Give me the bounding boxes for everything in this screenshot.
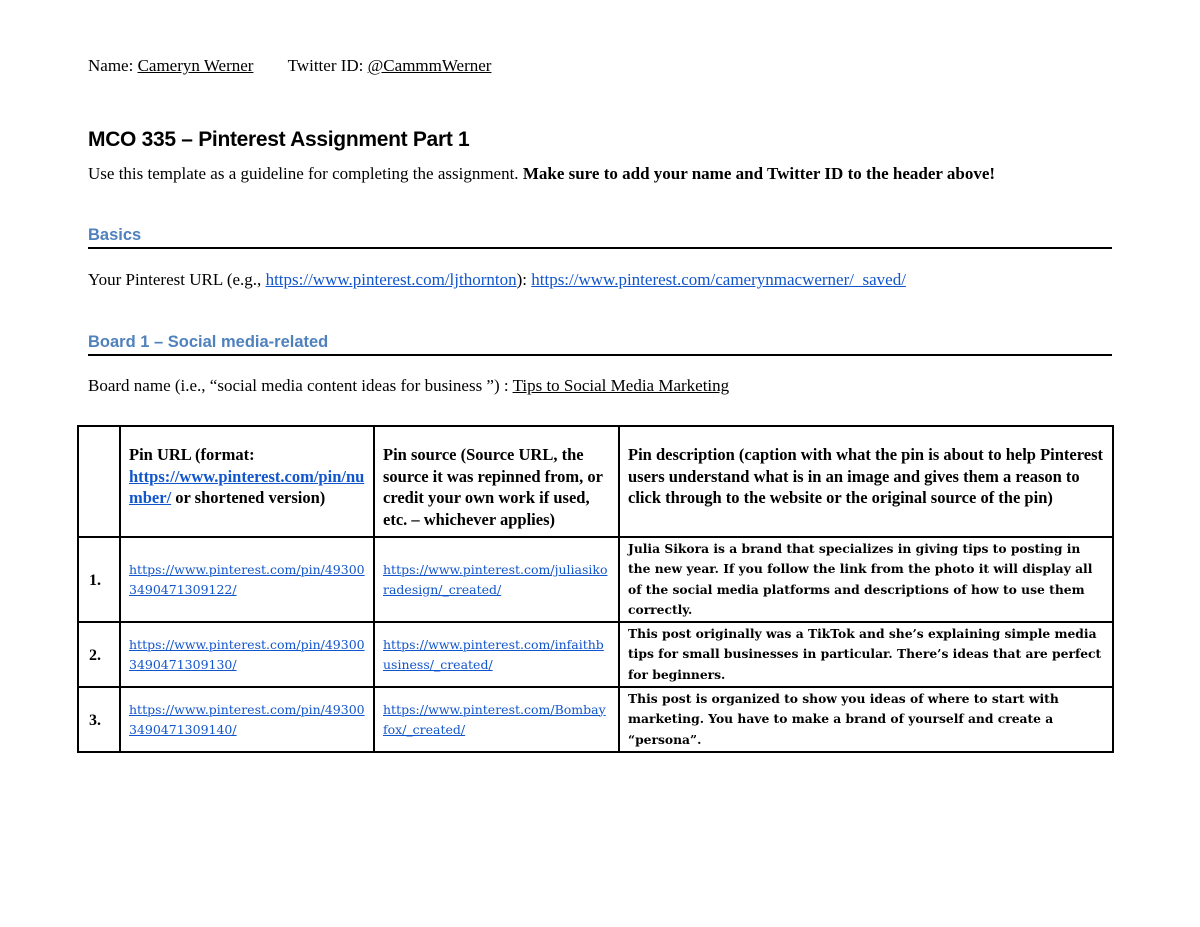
row-description: This post is organized to show you ideas of where to start with marketing. You have to make a brand of yourself and create a “persona”. xyxy=(619,687,1113,752)
header-pin-url-format-link[interactable]: https://www.pinterest.com/pin/number/ xyxy=(129,466,365,507)
intro-bold: Make sure to add your name and Twitter ID to the header above! xyxy=(522,164,996,183)
row-description: This post originally was a TikTok and she’s explaining simple media tips for small businesses in particular. There’s ideas that are perfect for beginners. xyxy=(619,622,1113,687)
row-number: 1. xyxy=(78,537,120,622)
user-pinterest-url-link[interactable]: https://www.pinterest.com/camerynmacwerner/_saved/ xyxy=(531,270,906,289)
twitter-label: Twitter ID: xyxy=(287,56,364,75)
row-number: 3. xyxy=(78,687,120,752)
header-pin-url-suffix: or shortened version) xyxy=(175,488,326,507)
example-url-link[interactable]: https://www.pinterest.com/ljthornton xyxy=(265,270,517,289)
pinterest-url-line xyxy=(88,270,906,290)
table-row xyxy=(78,622,1113,687)
pinterest-url-label: Your Pinterest URL (e.g., xyxy=(88,270,262,289)
row-pin-url-cell xyxy=(120,537,374,622)
board1-rule xyxy=(88,354,1112,356)
pin-url-link[interactable]: https://www.pinterest.com/pin/493003490471309122/ xyxy=(129,561,365,597)
pin-source-link[interactable]: https://www.pinterest.com/Bombayfox/_created/ xyxy=(383,701,606,737)
intro-paragraph xyxy=(88,163,1098,185)
pin-source-link[interactable]: https://www.pinterest.com/infaithbusiness/_created/ xyxy=(383,636,604,672)
pin-source-link[interactable]: https://www.pinterest.com/juliasikoradesign/_created/ xyxy=(383,561,608,597)
header-cell-pin-source: Pin source (Source URL, the source it was repinned from, or credit your own work if used, etc. – whichever applies) xyxy=(374,426,619,537)
header-cell-pin-description: Pin description (caption with what the pin is about to help Pinterest users understand what is in an image and gives them a reason to click through to the website or the original source of the pin) xyxy=(619,426,1113,537)
header-cell-number xyxy=(78,426,120,537)
pinterest-url-close: ): xyxy=(516,270,527,289)
pin-url-link[interactable]: https://www.pinterest.com/pin/493003490471309130/ xyxy=(129,636,365,672)
page-title: MCO 335 – Pinterest Assignment Part 1 xyxy=(88,128,470,151)
header-cell-pin-url xyxy=(120,426,374,537)
name-label: Name: xyxy=(88,56,134,75)
table-row xyxy=(78,687,1113,752)
row-source-cell xyxy=(374,622,619,687)
twitter-value: @CammmWerner xyxy=(367,56,492,75)
basics-heading: Basics xyxy=(88,226,142,244)
row-source-cell xyxy=(374,537,619,622)
board-name-line xyxy=(88,376,729,396)
basics-rule xyxy=(88,247,1112,249)
board-name-value: Tips to Social Media Marketing xyxy=(512,376,730,395)
row-source-cell xyxy=(374,687,619,752)
board1-heading: Board 1 – Social media-related xyxy=(88,333,329,351)
board-name-label: Board name (i.e., “social media content ideas for business ”) : xyxy=(88,376,509,395)
pins-table xyxy=(77,425,1114,753)
name-value: Cameryn Werner xyxy=(137,56,254,75)
intro-plain: Use this template as a guideline for completing the assignment. xyxy=(88,164,519,183)
row-pin-url-cell xyxy=(120,622,374,687)
header-pin-url-label: Pin URL (format: xyxy=(129,445,255,464)
pin-url-link[interactable]: https://www.pinterest.com/pin/493003490471309140/ xyxy=(129,701,365,737)
table-row xyxy=(78,537,1113,622)
row-number: 2. xyxy=(78,622,120,687)
table-header-row xyxy=(78,426,1113,537)
row-description: Julia Sikora is a brand that specializes in giving tips to posting in the new year. If you follow the link from the photo it will display all of the social media platforms and descriptions of how to use them correctly. xyxy=(619,537,1113,622)
row-pin-url-cell xyxy=(120,687,374,752)
page-header xyxy=(88,56,491,76)
